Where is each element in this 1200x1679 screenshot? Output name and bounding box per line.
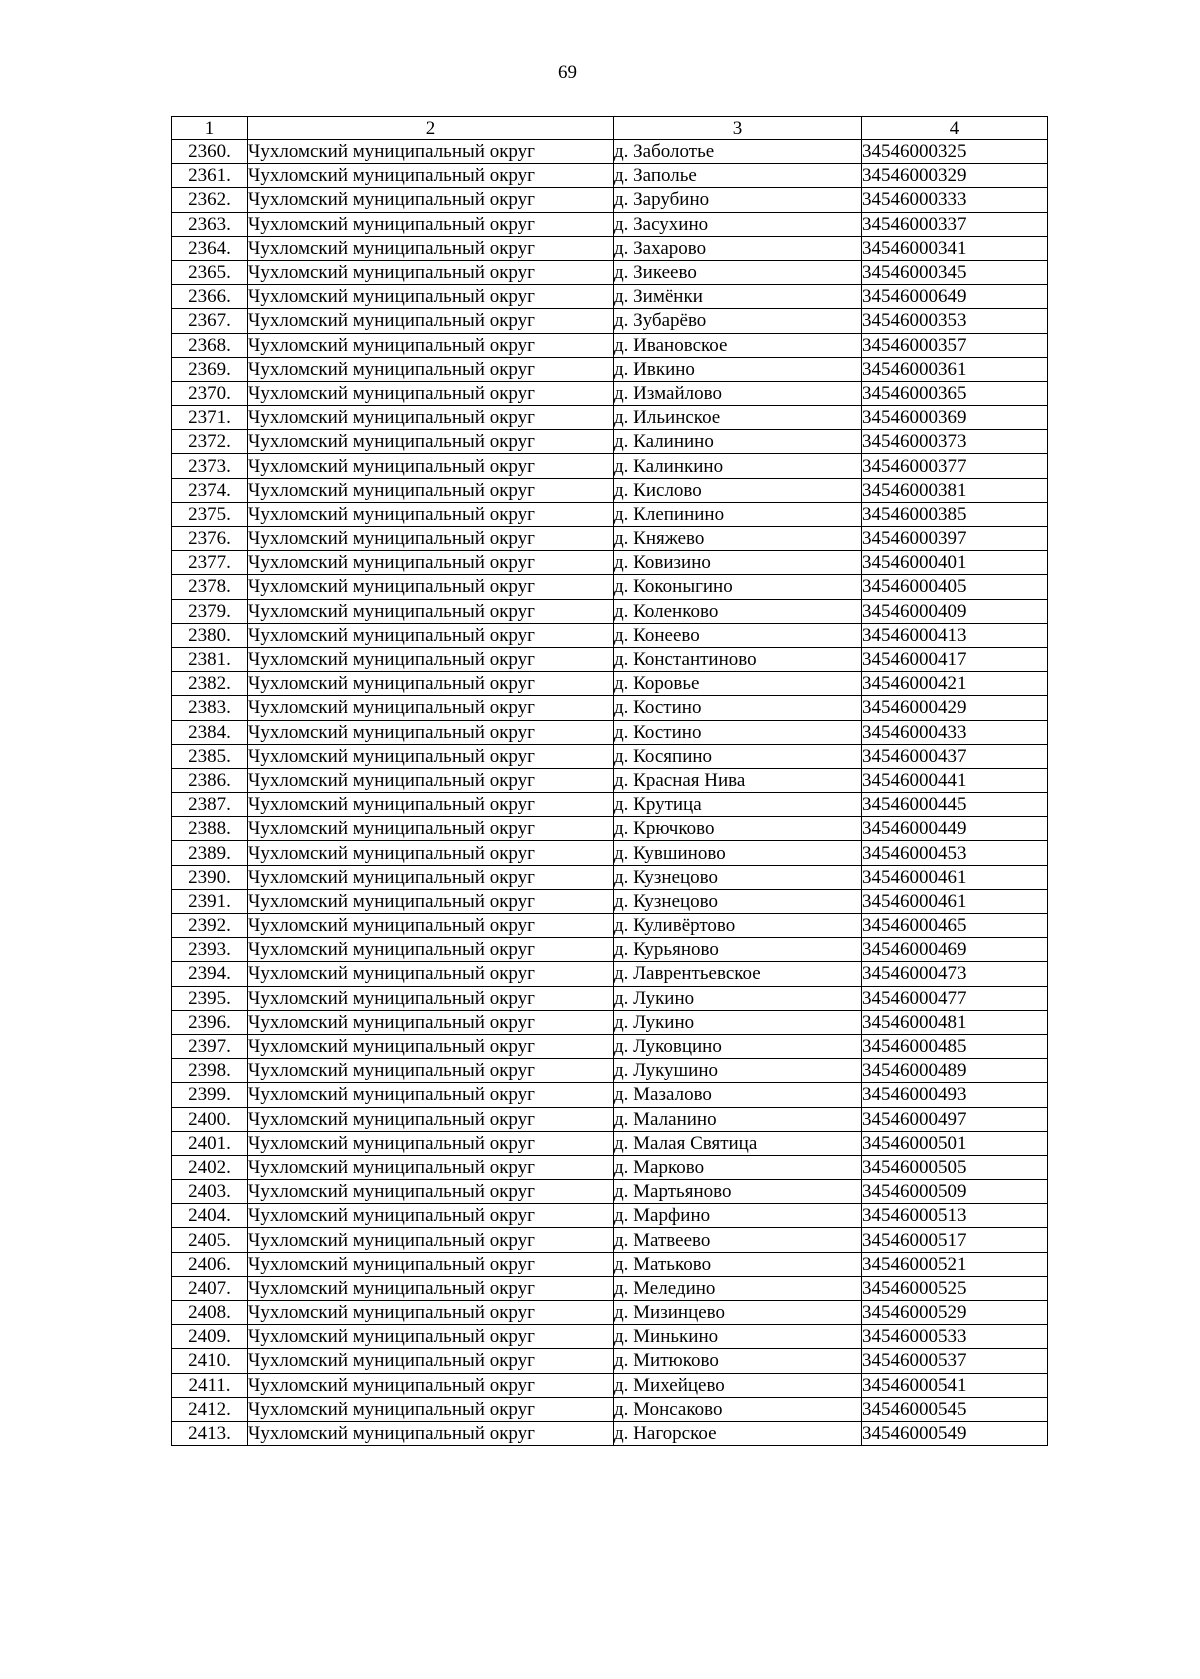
table-row: [172, 1373, 1048, 1397]
row-number: 2379.: [172, 599, 248, 623]
municipality-cell: Чухломский муниципальный округ: [248, 1397, 614, 1421]
municipality-cell: Чухломский муниципальный округ: [248, 1059, 614, 1083]
municipality-cell: Чухломский муниципальный округ: [248, 260, 614, 284]
oktmo-code-cell: 34546000329: [862, 164, 1048, 188]
row-number: 2377.: [172, 551, 248, 575]
row-number: 2372.: [172, 430, 248, 454]
row-number: 2385.: [172, 744, 248, 768]
page-number: 69: [558, 62, 577, 83]
settlement-cell: д. Красная Нива: [614, 768, 862, 792]
table-row: [172, 140, 1048, 164]
municipality-cell: Чухломский муниципальный округ: [248, 212, 614, 236]
settlement-cell: д. Клепинино: [614, 502, 862, 526]
table-row: [172, 212, 1048, 236]
settlement-cell: д. Зарубино: [614, 188, 862, 212]
table-row: [172, 260, 1048, 284]
row-number: 2391.: [172, 889, 248, 913]
table-row: [172, 502, 1048, 526]
oktmo-code-cell: 34546000517: [862, 1228, 1048, 1252]
oktmo-code-cell: 34546000377: [862, 454, 1048, 478]
table-row: [172, 1034, 1048, 1058]
oktmo-code-cell: 34546000337: [862, 212, 1048, 236]
municipality-cell: Чухломский муниципальный округ: [248, 381, 614, 405]
table-row: [172, 575, 1048, 599]
table-header: [172, 117, 1048, 140]
settlement-cell: д. Косяпино: [614, 744, 862, 768]
municipality-cell: Чухломский муниципальный округ: [248, 744, 614, 768]
municipality-cell: Чухломский муниципальный округ: [248, 647, 614, 671]
table-row: [172, 309, 1048, 333]
oktmo-code-cell: 34546000485: [862, 1034, 1048, 1058]
oktmo-code-cell: 34546000401: [862, 551, 1048, 575]
municipality-cell: Чухломский муниципальный округ: [248, 1155, 614, 1179]
row-number: 2403.: [172, 1180, 248, 1204]
municipality-cell: Чухломский муниципальный округ: [248, 188, 614, 212]
settlement-cell: д. Константиново: [614, 647, 862, 671]
row-number: 2375.: [172, 502, 248, 526]
row-number: 2360.: [172, 140, 248, 164]
municipality-cell: Чухломский муниципальный округ: [248, 889, 614, 913]
settlement-cell: д. Матьково: [614, 1252, 862, 1276]
row-number: 2386.: [172, 768, 248, 792]
settlement-cell: д. Минькино: [614, 1325, 862, 1349]
oktmo-code-cell: 34546000373: [862, 430, 1048, 454]
oktmo-code-cell: 34546000353: [862, 309, 1048, 333]
settlement-cell: д. Зимёнки: [614, 285, 862, 309]
municipality-cell: Чухломский муниципальный округ: [248, 454, 614, 478]
settlement-cell: д. Куливёртово: [614, 914, 862, 938]
oktmo-code-cell: 34546000501: [862, 1131, 1048, 1155]
oktmo-code-cell: 34546000505: [862, 1155, 1048, 1179]
settlement-cell: д. Ивкино: [614, 357, 862, 381]
table-row: [172, 1252, 1048, 1276]
settlement-cell: д. Костино: [614, 720, 862, 744]
settlement-cell: д. Коленково: [614, 599, 862, 623]
row-number: 2387.: [172, 793, 248, 817]
settlement-cell: д. Ковизино: [614, 551, 862, 575]
municipality-cell: Чухломский муниципальный округ: [248, 672, 614, 696]
oktmo-code-cell: 34546000461: [862, 865, 1048, 889]
oktmo-code-cell: 34546000345: [862, 260, 1048, 284]
row-number: 2402.: [172, 1155, 248, 1179]
row-number: 2366.: [172, 285, 248, 309]
row-number: 2376.: [172, 527, 248, 551]
table-row: [172, 164, 1048, 188]
row-number: 2365.: [172, 260, 248, 284]
settlement-cell: д. Калинино: [614, 430, 862, 454]
table-row: [172, 1155, 1048, 1179]
row-number: 2384.: [172, 720, 248, 744]
settlement-cell: д. Мазалово: [614, 1083, 862, 1107]
municipality-cell: Чухломский муниципальный округ: [248, 236, 614, 260]
oktmo-code-cell: 34546000509: [862, 1180, 1048, 1204]
row-number: 2406.: [172, 1252, 248, 1276]
row-number: 2388.: [172, 817, 248, 841]
oktmo-code-cell: 34546000453: [862, 841, 1048, 865]
row-number: 2383.: [172, 696, 248, 720]
oktmo-code-cell: 34546000521: [862, 1252, 1048, 1276]
oktmo-code-cell: 34546000465: [862, 914, 1048, 938]
settlement-cell: д. Костино: [614, 696, 862, 720]
row-number: 2400.: [172, 1107, 248, 1131]
municipality-cell: Чухломский муниципальный округ: [248, 720, 614, 744]
municipality-cell: Чухломский муниципальный округ: [248, 623, 614, 647]
settlement-cell: д. Кислово: [614, 478, 862, 502]
municipality-cell: Чухломский муниципальный округ: [248, 1349, 614, 1373]
table-row: [172, 865, 1048, 889]
municipality-cell: Чухломский муниципальный округ: [248, 696, 614, 720]
table-row: [172, 1228, 1048, 1252]
oktmo-code-cell: 34546000397: [862, 527, 1048, 551]
table-row: [172, 938, 1048, 962]
row-number: 2364.: [172, 236, 248, 260]
settlement-cell: д. Засухино: [614, 212, 862, 236]
settlement-cell: д. Меледино: [614, 1276, 862, 1300]
table-row: [172, 623, 1048, 647]
settlement-cell: д. Заболотье: [614, 140, 862, 164]
table-row: [172, 406, 1048, 430]
municipality-cell: Чухломский муниципальный округ: [248, 938, 614, 962]
row-number: 2395.: [172, 986, 248, 1010]
settlement-cell: д. Курьяново: [614, 938, 862, 962]
row-number: 2371.: [172, 406, 248, 430]
settlement-cell: д. Княжево: [614, 527, 862, 551]
table-row: [172, 986, 1048, 1010]
municipality-cell: Чухломский муниципальный округ: [248, 551, 614, 575]
settlement-cell: д. Мартьяново: [614, 1180, 862, 1204]
table-row: [172, 1083, 1048, 1107]
oktmo-code-cell: 34546000357: [862, 333, 1048, 357]
oktmo-code-cell: 34546000649: [862, 285, 1048, 309]
table-row: [172, 744, 1048, 768]
oktmo-code-cell: 34546000421: [862, 672, 1048, 696]
table-row: [172, 841, 1048, 865]
oktmo-code-cell: 34546000333: [862, 188, 1048, 212]
settlement-cell: д. Крючково: [614, 817, 862, 841]
municipality-cell: Чухломский муниципальный округ: [248, 1252, 614, 1276]
row-number: 2407.: [172, 1276, 248, 1300]
municipality-cell: Чухломский муниципальный округ: [248, 817, 614, 841]
table-row: [172, 1276, 1048, 1300]
table-row: [172, 188, 1048, 212]
oktmo-code-cell: 34546000497: [862, 1107, 1048, 1131]
row-number: 2399.: [172, 1083, 248, 1107]
row-number: 2401.: [172, 1131, 248, 1155]
row-number: 2390.: [172, 865, 248, 889]
table-row: [172, 381, 1048, 405]
table-row: [172, 527, 1048, 551]
oktmo-code-cell: 34546000529: [862, 1301, 1048, 1325]
municipality-cell: Чухломский муниципальный округ: [248, 1301, 614, 1325]
municipality-cell: Чухломский муниципальный округ: [248, 1034, 614, 1058]
row-number: 2404.: [172, 1204, 248, 1228]
municipality-cell: Чухломский муниципальный округ: [248, 914, 614, 938]
municipality-cell: Чухломский муниципальный округ: [248, 140, 614, 164]
table-row: [172, 1421, 1048, 1445]
oktmo-code-cell: 34546000385: [862, 502, 1048, 526]
table-row: [172, 793, 1048, 817]
municipality-cell: Чухломский муниципальный округ: [248, 430, 614, 454]
municipality-cell: Чухломский муниципальный округ: [248, 841, 614, 865]
row-number: 2367.: [172, 309, 248, 333]
settlement-cell: д. Лукино: [614, 986, 862, 1010]
settlement-cell: д. Лукушино: [614, 1059, 862, 1083]
oktmo-code-cell: 34546000549: [862, 1421, 1048, 1445]
table-row: [172, 768, 1048, 792]
table-row: [172, 285, 1048, 309]
settlement-cell: д. Матвеево: [614, 1228, 862, 1252]
settlement-cell: д. Кувшиново: [614, 841, 862, 865]
table-row: [172, 1107, 1048, 1131]
municipality-cell: Чухломский муниципальный округ: [248, 333, 614, 357]
oktmo-code-cell: 34546000461: [862, 889, 1048, 913]
oktmo-code-cell: 34546000325: [862, 140, 1048, 164]
settlement-cell: д. Измайлово: [614, 381, 862, 405]
table-row: [172, 672, 1048, 696]
row-number: 2370.: [172, 381, 248, 405]
municipality-cell: Чухломский муниципальный округ: [248, 1083, 614, 1107]
settlement-cell: д. Митюково: [614, 1349, 862, 1373]
oktmo-code-cell: 34546000413: [862, 623, 1048, 647]
municipality-cell: Чухломский муниципальный округ: [248, 406, 614, 430]
row-number: 2369.: [172, 357, 248, 381]
table-row: [172, 817, 1048, 841]
row-number: 2410.: [172, 1349, 248, 1373]
municipality-cell: Чухломский муниципальный округ: [248, 768, 614, 792]
settlement-cell: д. Кузнецово: [614, 889, 862, 913]
table-row: [172, 333, 1048, 357]
municipality-cell: Чухломский муниципальный округ: [248, 1373, 614, 1397]
table-body: [172, 140, 1048, 1446]
settlement-cell: д. Малая Святица: [614, 1131, 862, 1155]
municipality-cell: Чухломский муниципальный округ: [248, 962, 614, 986]
municipality-cell: Чухломский муниципальный округ: [248, 599, 614, 623]
oktmo-code-cell: 34546000409: [862, 599, 1048, 623]
table-row: [172, 914, 1048, 938]
row-number: 2380.: [172, 623, 248, 647]
municipality-cell: Чухломский муниципальный округ: [248, 1010, 614, 1034]
oktmo-code-cell: 34546000533: [862, 1325, 1048, 1349]
municipality-cell: Чухломский муниципальный округ: [248, 1276, 614, 1300]
row-number: 2362.: [172, 188, 248, 212]
municipality-cell: Чухломский муниципальный округ: [248, 1204, 614, 1228]
row-number: 2393.: [172, 938, 248, 962]
table-row: [172, 1397, 1048, 1421]
table-row: [172, 696, 1048, 720]
municipality-cell: Чухломский муниципальный округ: [248, 164, 614, 188]
municipality-cell: Чухломский муниципальный округ: [248, 502, 614, 526]
table-row: [172, 1349, 1048, 1373]
row-number: 2405.: [172, 1228, 248, 1252]
oktmo-code-cell: 34546000365: [862, 381, 1048, 405]
table-row: [172, 1301, 1048, 1325]
municipality-cell: Чухломский муниципальный округ: [248, 478, 614, 502]
municipality-cell: Чухломский муниципальный округ: [248, 527, 614, 551]
row-number: 2411.: [172, 1373, 248, 1397]
oktmo-code-cell: 34546000433: [862, 720, 1048, 744]
table-row: [172, 647, 1048, 671]
table-row: [172, 720, 1048, 744]
municipality-cell: Чухломский муниципальный округ: [248, 285, 614, 309]
settlement-cell: д. Мизинцево: [614, 1301, 862, 1325]
settlement-cell: д. Коконыгино: [614, 575, 862, 599]
municipality-cell: Чухломский муниципальный округ: [248, 1107, 614, 1131]
table-row: [172, 962, 1048, 986]
row-number: 2373.: [172, 454, 248, 478]
row-number: 2398.: [172, 1059, 248, 1083]
table-row: [172, 478, 1048, 502]
settlement-cell: д. Конеево: [614, 623, 862, 647]
oktmo-code-cell: 34546000381: [862, 478, 1048, 502]
header-row: [172, 117, 1048, 140]
settlement-cell: д. Зубарёво: [614, 309, 862, 333]
oktmo-code-cell: 34546000445: [862, 793, 1048, 817]
table-row: [172, 236, 1048, 260]
settlement-cell: д. Марфино: [614, 1204, 862, 1228]
settlement-cell: д. Калинкино: [614, 454, 862, 478]
oktmo-code-cell: 34546000493: [862, 1083, 1048, 1107]
oktmo-code-cell: 34546000525: [862, 1276, 1048, 1300]
municipality-cell: Чухломский муниципальный округ: [248, 865, 614, 889]
table-row: [172, 1325, 1048, 1349]
row-number: 2408.: [172, 1301, 248, 1325]
oktmo-code-cell: 34546000545: [862, 1397, 1048, 1421]
municipality-cell: Чухломский муниципальный округ: [248, 1228, 614, 1252]
settlements-table: [171, 116, 1048, 1446]
oktmo-code-cell: 34546000449: [862, 817, 1048, 841]
oktmo-code-cell: 34546000541: [862, 1373, 1048, 1397]
settlement-cell: д. Михейцево: [614, 1373, 862, 1397]
table-row: [172, 357, 1048, 381]
row-number: 2412.: [172, 1397, 248, 1421]
settlement-cell: д. Ильинское: [614, 406, 862, 430]
table-row: [172, 1059, 1048, 1083]
oktmo-code-cell: 34546000417: [862, 647, 1048, 671]
municipality-cell: Чухломский муниципальный округ: [248, 357, 614, 381]
column-header-code: 4: [862, 117, 1048, 140]
settlement-cell: д. Маланино: [614, 1107, 862, 1131]
table-row: [172, 1180, 1048, 1204]
settlement-cell: д. Ивановское: [614, 333, 862, 357]
row-number: 2394.: [172, 962, 248, 986]
municipality-cell: Чухломский муниципальный округ: [248, 1131, 614, 1155]
table-row: [172, 599, 1048, 623]
settlement-cell: д. Коровье: [614, 672, 862, 696]
column-header-municipality: 2: [248, 117, 614, 140]
row-number: 2409.: [172, 1325, 248, 1349]
table-row: [172, 551, 1048, 575]
table-row: [172, 1010, 1048, 1034]
municipality-cell: Чухломский муниципальный округ: [248, 1421, 614, 1445]
oktmo-code-cell: 34546000537: [862, 1349, 1048, 1373]
column-header-settlement: 3: [614, 117, 862, 140]
row-number: 2397.: [172, 1034, 248, 1058]
row-number: 2378.: [172, 575, 248, 599]
oktmo-code-cell: 34546000489: [862, 1059, 1048, 1083]
municipality-cell: Чухломский муниципальный округ: [248, 793, 614, 817]
oktmo-code-cell: 34546000429: [862, 696, 1048, 720]
row-number: 2381.: [172, 647, 248, 671]
municipality-cell: Чухломский муниципальный округ: [248, 1180, 614, 1204]
oktmo-code-cell: 34546000481: [862, 1010, 1048, 1034]
column-header-number: 1: [172, 117, 248, 140]
table-row: [172, 889, 1048, 913]
settlement-cell: д. Монсаково: [614, 1397, 862, 1421]
row-number: 2361.: [172, 164, 248, 188]
row-number: 2392.: [172, 914, 248, 938]
row-number: 2363.: [172, 212, 248, 236]
table-row: [172, 430, 1048, 454]
row-number: 2368.: [172, 333, 248, 357]
oktmo-code-cell: 34546000405: [862, 575, 1048, 599]
oktmo-code-cell: 34546000369: [862, 406, 1048, 430]
oktmo-code-cell: 34546000341: [862, 236, 1048, 260]
settlement-cell: д. Лукино: [614, 1010, 862, 1034]
settlement-cell: д. Зикеево: [614, 260, 862, 284]
settlement-cell: д. Нагорское: [614, 1421, 862, 1445]
row-number: 2382.: [172, 672, 248, 696]
table-row: [172, 1131, 1048, 1155]
oktmo-code-cell: 34546000437: [862, 744, 1048, 768]
oktmo-code-cell: 34546000469: [862, 938, 1048, 962]
settlement-cell: д. Луковцино: [614, 1034, 862, 1058]
settlement-cell: д. Кузнецово: [614, 865, 862, 889]
municipality-cell: Чухломский муниципальный округ: [248, 575, 614, 599]
row-number: 2389.: [172, 841, 248, 865]
oktmo-code-cell: 34546000473: [862, 962, 1048, 986]
table-row: [172, 1204, 1048, 1228]
row-number: 2374.: [172, 478, 248, 502]
oktmo-code-cell: 34546000441: [862, 768, 1048, 792]
settlement-cell: д. Марково: [614, 1155, 862, 1179]
settlement-cell: д. Заполье: [614, 164, 862, 188]
oktmo-code-cell: 34546000361: [862, 357, 1048, 381]
table-row: [172, 454, 1048, 478]
row-number: 2396.: [172, 1010, 248, 1034]
municipality-cell: Чухломский муниципальный округ: [248, 1325, 614, 1349]
row-number: 2413.: [172, 1421, 248, 1445]
municipality-cell: Чухломский муниципальный округ: [248, 986, 614, 1010]
settlement-cell: д. Крутица: [614, 793, 862, 817]
oktmo-code-cell: 34546000513: [862, 1204, 1048, 1228]
oktmo-code-cell: 34546000477: [862, 986, 1048, 1010]
settlement-cell: д. Лаврентьевское: [614, 962, 862, 986]
municipality-cell: Чухломский муниципальный округ: [248, 309, 614, 333]
settlement-cell: д. Захарово: [614, 236, 862, 260]
